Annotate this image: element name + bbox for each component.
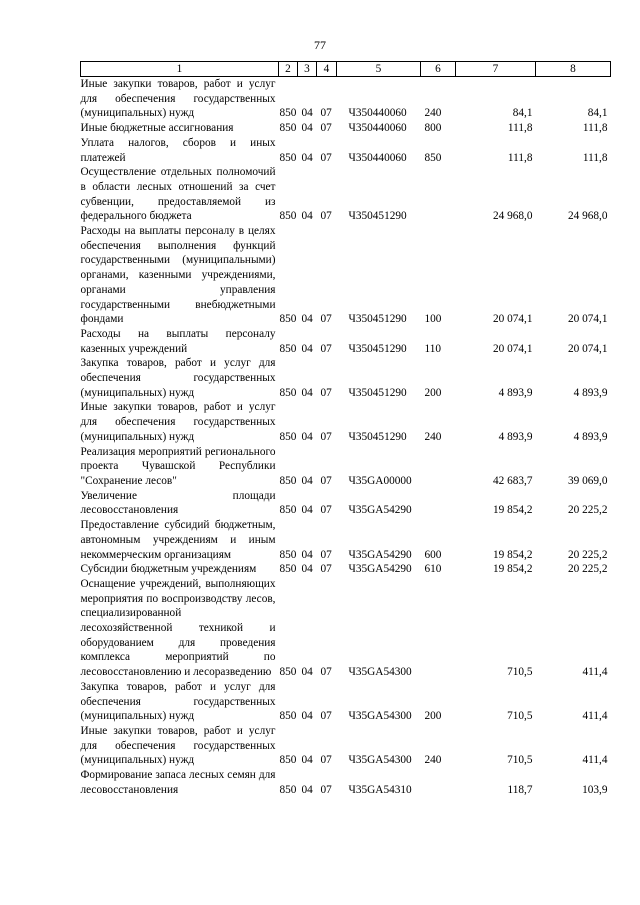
subsection-code: 07 (320, 666, 332, 679)
column-header: 3 (298, 62, 317, 77)
expense-type-code: 110 (424, 342, 442, 355)
subsection-code: 07 (320, 754, 332, 767)
subsection-code: 07 (320, 504, 332, 517)
column-number-row (81, 62, 611, 77)
expense-name: Реализация мероприятий регионального проекта Чувашской Республики "Сохранение лесов" (80, 445, 276, 487)
amount-second: 39 069,0 (567, 474, 608, 487)
subsection-code: 07 (320, 210, 332, 223)
ministry-code: 850 (279, 548, 297, 561)
ministry-code: 850 (279, 386, 297, 399)
section-code: 04 (301, 430, 313, 443)
amount-first: 710,5 (507, 710, 533, 723)
amount-first: 111,8 (507, 151, 533, 164)
expense-name: Расходы на выплаты персоналу казенных учреждений (80, 327, 276, 355)
section-code: 04 (301, 474, 313, 487)
amount-second: 411,4 (582, 754, 608, 767)
subsection-code: 07 (320, 122, 332, 135)
ministry-code: 850 (279, 342, 297, 355)
section-code: 04 (301, 710, 313, 723)
amount-first: 118,7 (507, 783, 533, 796)
section-code: 04 (301, 210, 313, 223)
expense-type-code: 240 (424, 107, 442, 120)
subsection-code: 07 (320, 313, 332, 326)
target-item-code: Ч350440060 (348, 122, 407, 135)
target-item-code: Ч350451290 (348, 386, 407, 399)
amount-first: 84,1 (512, 107, 533, 120)
amount-second: 103,9 (582, 783, 608, 796)
ministry-code: 850 (279, 504, 297, 517)
section-code: 04 (301, 504, 313, 517)
amount-first: 710,5 (507, 666, 533, 679)
target-item-code: Ч350440060 (348, 107, 407, 120)
amount-second: 20 225,2 (567, 548, 608, 561)
table-row (81, 724, 611, 768)
subsection-code: 07 (320, 548, 332, 561)
ministry-code: 850 (279, 122, 297, 135)
amount-first: 19 854,2 (492, 548, 533, 561)
table-row (81, 224, 611, 327)
amount-first: 710,5 (507, 754, 533, 767)
amount-second: 24 968,0 (567, 210, 608, 223)
page-number: 77 (314, 38, 326, 52)
budget-table (80, 61, 611, 797)
expense-name: Расходы на выплаты персоналу в целях обеспечения выполнения функций государственными (муниципальными) органами, казенными учреждениями, органами управления государственными внебюджетными фондами (80, 225, 276, 326)
ministry-code: 850 (279, 430, 297, 443)
amount-first: 42 683,7 (492, 474, 533, 487)
expense-name: Осуществление отдельных полномочий в области лесных отношений за счет субвенции, предоставляемой из федерального бюджета (80, 166, 276, 223)
table-row (81, 136, 611, 165)
expense-name: Оснащение учреждений, выполняющих мероприятия по воспроизводству лесов, специализированной лесохозяйственной техникой и оборудованием для проведения комплекса мероприятий по лесовосстановлению и лесоразведению (80, 577, 276, 679)
expense-type-code (421, 577, 456, 680)
amount-second: 20 225,2 (567, 504, 608, 517)
amount-second: 411,4 (582, 666, 608, 679)
section-code: 04 (301, 122, 313, 135)
section-code: 04 (301, 107, 313, 120)
subsection-code: 07 (320, 386, 332, 399)
amount-first: 19 854,2 (492, 563, 533, 576)
table-row (81, 77, 611, 122)
amount-second: 111,8 (582, 122, 608, 135)
amount-first: 19 854,2 (492, 504, 533, 517)
table-row (81, 577, 611, 680)
section-code: 04 (301, 313, 313, 326)
ministry-code: 850 (279, 666, 297, 679)
ministry-code: 850 (279, 107, 297, 120)
table-row (81, 680, 611, 724)
subsection-code: 07 (320, 563, 332, 576)
expense-name: Закупка товаров, работ и услуг для обеспечения государственных (муниципальных) нужд (80, 680, 276, 723)
table-row (81, 121, 611, 136)
subsection-code: 07 (320, 783, 332, 796)
expense-type-code: 100 (424, 313, 442, 326)
table-row (81, 562, 611, 577)
table-row (81, 327, 611, 356)
expense-name: Иные закупки товаров, работ и услуг для обеспечения государственных (муниципальных) нужд (80, 78, 276, 120)
column-header: 8 (536, 62, 611, 77)
expense-type-code: 850 (424, 151, 442, 164)
expense-type-code: 800 (424, 122, 442, 135)
subsection-code: 07 (320, 710, 332, 723)
amount-first: 111,8 (507, 122, 533, 135)
section-code: 04 (301, 666, 313, 679)
section-code: 04 (301, 342, 313, 355)
target-item-code: Ч350451290 (348, 430, 407, 443)
expense-name: Закупка товаров, работ и услуг для обеспечения государственных (муниципальных) нужд (80, 357, 276, 399)
section-code: 04 (301, 754, 313, 767)
amount-first: 4 893,9 (498, 430, 533, 443)
expense-name: Уплата налогов, сборов и иных платежей (80, 136, 276, 164)
ministry-code: 850 (279, 474, 297, 487)
table-row (81, 518, 611, 562)
amount-first: 4 893,9 (498, 386, 533, 399)
ministry-code: 850 (279, 783, 297, 796)
target-item-code: Ч35GA54300 (348, 666, 412, 679)
amount-second: 20 074,1 (567, 313, 608, 326)
section-code: 04 (301, 563, 313, 576)
amount-first: 24 968,0 (492, 210, 533, 223)
table-row (81, 400, 611, 444)
expense-type-code: 200 (424, 386, 442, 399)
expense-type-code (421, 489, 456, 518)
amount-first: 20 074,1 (492, 313, 533, 326)
expense-type-code (421, 165, 456, 224)
expense-name: Иные бюджетные ассигнования (80, 122, 234, 135)
expense-name: Увеличение площади лесовосстановления (80, 489, 276, 517)
column-header: 6 (421, 62, 456, 77)
table-row (81, 489, 611, 518)
target-item-code: Ч350451290 (348, 313, 407, 326)
target-item-code: Ч350451290 (348, 342, 407, 355)
target-item-code: Ч35GA54290 (348, 548, 412, 561)
expense-name: Формирование запаса лесных семян для лесовосстановления (80, 769, 276, 796)
expense-name: Предоставление субсидий бюджетным, автономным учреждениям и иным некоммерческим организациям (80, 519, 276, 561)
target-item-code: Ч35GA54300 (348, 754, 412, 767)
amount-second: 111,8 (582, 151, 608, 164)
amount-second: 4 893,9 (573, 386, 608, 399)
expense-type-code: 200 (424, 710, 442, 723)
target-item-code: Ч35GA54290 (348, 504, 412, 517)
ministry-code: 850 (279, 710, 297, 723)
column-header: 4 (317, 62, 337, 77)
amount-second: 20 225,2 (567, 563, 608, 576)
target-item-code: Ч35GA54310 (348, 783, 412, 796)
expense-name: Иные закупки товаров, работ и услуг для обеспечения государственных (муниципальных) нужд (80, 724, 276, 767)
subsection-code: 07 (320, 151, 332, 164)
target-item-code: Ч35GA54290 (348, 563, 412, 576)
target-item-code: Ч35GA54300 (348, 710, 412, 723)
target-item-code: Ч350440060 (348, 151, 407, 164)
ministry-code: 850 (279, 151, 297, 164)
target-item-code: Ч35GA00000 (348, 474, 412, 487)
subsection-code: 07 (320, 342, 332, 355)
ministry-code: 850 (279, 313, 297, 326)
expense-name: Иные закупки товаров, работ и услуг для обеспечения государственных (муниципальных) нужд (80, 401, 276, 443)
column-header: 5 (337, 62, 421, 77)
amount-second: 411,4 (582, 710, 608, 723)
subsection-code: 07 (320, 107, 332, 120)
table-row (81, 356, 611, 400)
column-header: 7 (456, 62, 536, 77)
section-code: 04 (301, 783, 313, 796)
expense-type-code (421, 768, 456, 797)
amount-second: 84,1 (587, 107, 608, 120)
expense-type-code: 240 (424, 430, 442, 443)
table-row (81, 165, 611, 224)
amount-second: 4 893,9 (573, 430, 608, 443)
target-item-code: Ч350451290 (348, 210, 407, 223)
table-row (81, 768, 611, 797)
amount-second: 20 074,1 (567, 342, 608, 355)
ministry-code: 850 (279, 210, 297, 223)
expense-name: Субсидии бюджетным учреждениям (80, 563, 257, 576)
expense-type-code: 600 (424, 548, 442, 561)
column-header: 1 (81, 62, 279, 77)
amount-first: 20 074,1 (492, 342, 533, 355)
column-header: 2 (279, 62, 298, 77)
ministry-code: 850 (279, 754, 297, 767)
ministry-code: 850 (279, 563, 297, 576)
table-row (81, 445, 611, 489)
subsection-code: 07 (320, 474, 332, 487)
section-code: 04 (301, 386, 313, 399)
expense-type-code (421, 445, 456, 489)
expense-type-code: 610 (424, 563, 442, 576)
subsection-code: 07 (320, 430, 332, 443)
section-code: 04 (301, 151, 313, 164)
section-code: 04 (301, 548, 313, 561)
expense-type-code: 240 (424, 754, 442, 767)
